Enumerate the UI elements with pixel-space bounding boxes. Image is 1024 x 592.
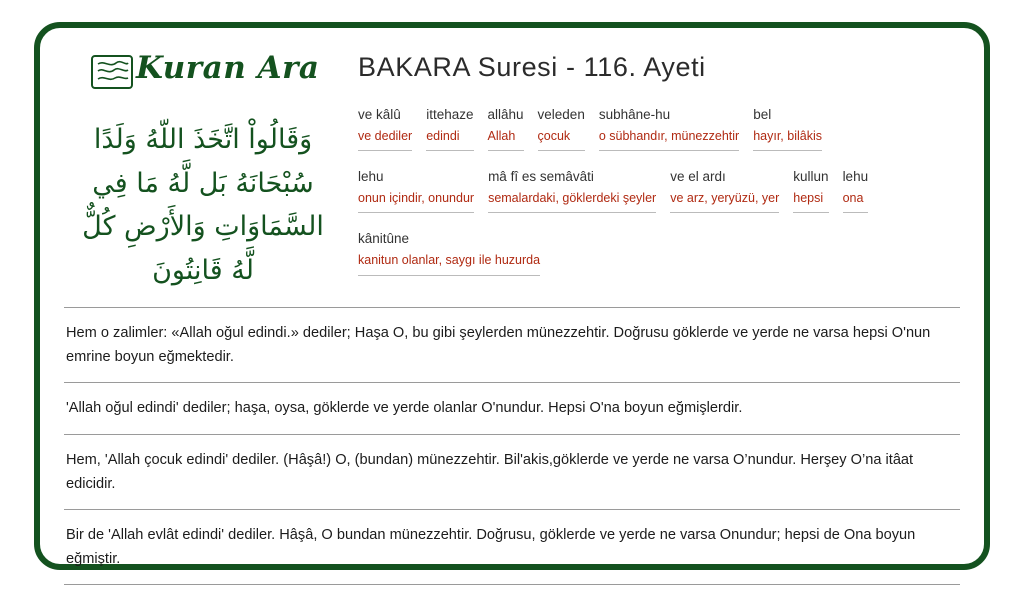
word-item: [488, 105, 524, 151]
left-column: [64, 42, 342, 293]
translation-item: Hem, 'Allah çocuk edindi' dediler. (Hâşâ!) O, (bundan) münezzehtir. Bil'akis,göklerde ve yerde ne varsa O’nundur. Herşey O’na itâat edicidir.: [64, 434, 960, 509]
card-inner: [40, 28, 984, 585]
word-item: [599, 105, 739, 151]
word-transliteration: lehu: [358, 169, 384, 185]
word-item: [358, 229, 540, 275]
word-item: [670, 167, 779, 213]
site-logo-text: Kuran Ara: [136, 50, 320, 86]
word-transliteration: lehu: [842, 169, 869, 185]
word-meaning: hayır, bilâkis: [753, 128, 822, 143]
verse-card: [34, 22, 990, 570]
translations-list: [40, 299, 984, 585]
quran-calligraphy-icon: [88, 48, 136, 96]
word-transliteration: allâhu: [487, 107, 524, 122]
word-by-word-list: [358, 105, 960, 292]
page-title: BAKARA Suresi - 116. Ayeti: [358, 52, 706, 82]
word-item: [358, 105, 412, 151]
translation-item: Hem o zalimler: «Allah oğul edindi.» dediler; Haşa O, bu gibi şeylerden münezzehtir. Doğrusu göklerde ve yerde ne varsa hepsi O'nun emrine boyun eğmektedir.: [64, 307, 960, 382]
word-transliteration: bel: [753, 107, 772, 122]
word-item: [843, 167, 869, 213]
word-meaning: Allah: [487, 128, 516, 143]
word-meaning: kanitun olanlar, saygı ile huzurda: [358, 253, 541, 268]
word-item: [793, 167, 828, 213]
word-meaning: ona: [842, 191, 864, 206]
right-column: [342, 42, 960, 292]
word-transliteration: veleden: [537, 107, 585, 122]
translation-item: 'Allah oğul edindi' dediler; haşa, oysa, göklerde ve yerde olanlar O'nundur. Hepsi O'na boyun eğmişlerdir.: [64, 382, 960, 434]
word-transliteration: mâ fî es semâvâti: [488, 169, 594, 185]
word-meaning: ve dediler: [358, 128, 413, 143]
word-meaning: onun içindir, onundur: [358, 191, 475, 206]
word-meaning: o sübhandır, münezzehtir: [598, 128, 740, 143]
top-section: [40, 28, 984, 293]
word-item: [358, 167, 474, 213]
verse-arabic-text: وَقَالُواْ اتَّخَذَ اللّهُ وَلَدًا سُبْحَانَهُ بَل لَّهُ مَا فِي السَّمَاوَاتِ وَالأَرْضِ كُلٌّ لَّهُ قَانِتُونَ: [82, 124, 324, 287]
word-transliteration: subhâne-hu: [598, 107, 671, 122]
word-transliteration: ve kâlû: [358, 107, 401, 122]
word-item: [538, 105, 585, 151]
word-transliteration: kullun: [793, 169, 829, 185]
translation-item: Bir de 'Allah evlât edindi' dediler. Hâşâ, O bundan münezzehtir. Doğrusu, göklerde ve yerde ne varsa Onundur; hepsi de Ona boyun eğmiştir.: [64, 509, 960, 585]
word-meaning: edindi: [426, 128, 460, 143]
site-logo[interactable]: [88, 50, 318, 96]
word-meaning: çocuk: [537, 128, 571, 143]
word-item: [426, 105, 473, 151]
word-transliteration: ittehaze: [426, 107, 474, 122]
word-transliteration: ve el ardı: [670, 169, 726, 185]
word-item: [753, 105, 822, 151]
word-meaning: ve arz, yeryüzü, yer: [670, 191, 780, 206]
word-item: [488, 167, 656, 213]
word-transliteration: kânitûne: [358, 231, 410, 247]
word-meaning: semalardaki, göklerdeki şeyler: [488, 191, 657, 206]
word-meaning: hepsi: [793, 191, 824, 206]
